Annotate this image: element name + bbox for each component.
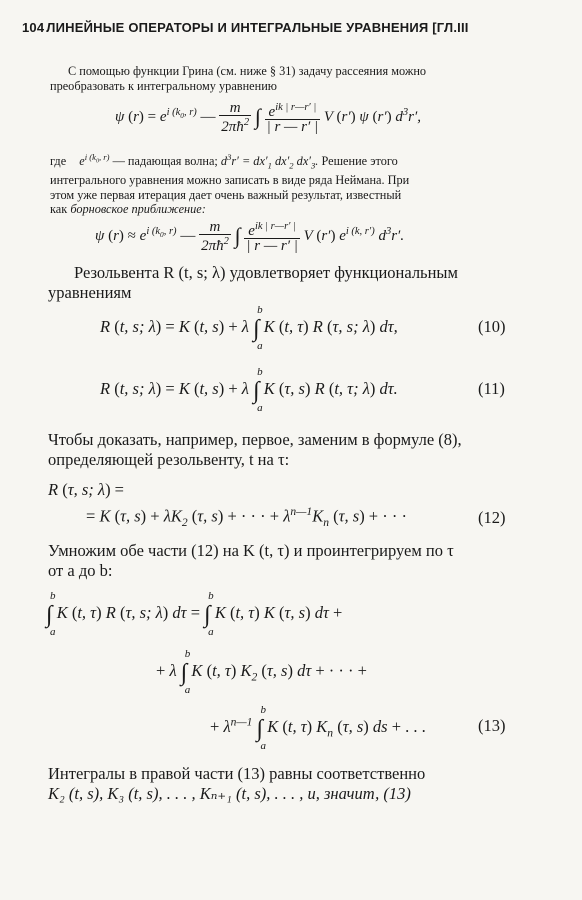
paragraph-resolvent (48, 263, 518, 303)
text-line: Чтобы доказать, например, первое, заменим в формуле (8), (48, 430, 462, 449)
text-fragment: как (50, 202, 68, 217)
running-title: ЛИНЕЙНЫЕ ОПЕРАТОРЫ И ИНТЕГРАЛЬНЫЕ УРАВНЕНИЯ [ГЛ.III (46, 20, 469, 35)
running-header (22, 20, 562, 35)
text-line: уравнениям (48, 283, 132, 302)
equation-number-12: (12) (478, 508, 506, 527)
text-line: Интегралы в правой части (13) равны соответственно (48, 764, 426, 783)
formula-13-line1: b ∫ a K (t, τ) R (τ, s; λ) dτ = b ∫ a K (t, τ) K (τ, s) dτ + (46, 590, 343, 638)
text-fragment: — падающая волна; (112, 154, 218, 169)
page-number: 104 (22, 20, 45, 35)
text-line: Умножим обе части (12) на K (t, τ) и проинтегрируем по τ (48, 541, 454, 560)
formula-born-approximation: ψ $(r) \approx e^{i (k_0, r)}$ — $\frac{m}{2\pi ħ^2}$ ∫ $\frac{e^{ik | r—r' |}}{| r — r' |}$ V (r′) $e^{i (k, r')}$ $d^3r'$. (95, 219, 405, 255)
formula-13-line3: + $\lambda^{n—1}$ b ∫ a K (t, τ) $K_n$ (τ, s) ds + . . . (210, 704, 426, 752)
term-born-approximation: борновское приближение: (70, 202, 206, 217)
equation-number-13: (13) (478, 716, 506, 735)
formula-10: R (t, s; λ) = K (t, s) + λ b ∫ a K (t, τ) R (τ, s; λ) dτ, (100, 304, 398, 352)
text-line: С помощью функции Грина (см. ниже § 31) задачу рассеяния можно (68, 64, 427, 78)
text-line: интегрального уравнения можно записать в виде ряда Неймана. При (50, 173, 410, 188)
text-line: определяющей резольвенту, t на τ: (48, 450, 290, 469)
text-line: от a до b: (48, 561, 113, 580)
text-fragment: где (50, 154, 67, 169)
paragraph-multiply (48, 541, 518, 581)
formula-13-line2: + λ b ∫ a K (t, τ) $K_2$ (τ, s) dτ + · · · + (156, 648, 367, 696)
paragraph-proof (48, 430, 518, 470)
text-line: этом уже первая итерация дает очень важный результат, известный (50, 187, 402, 202)
text-line: преобразовать к интегральному уравнению (50, 78, 277, 93)
formula-11: R (t, s; λ) = K (t, s) + λ b ∫ a K (τ, s) R (t, τ; λ) dτ. (100, 366, 398, 414)
text-line: K₂ (t, s), K₃ (t, s), . . . , Kₙ₊₁ (t, s), . . . , и, значит, (13) (48, 784, 411, 803)
paragraph-green-function (50, 64, 520, 93)
formula-scattering-integral-equation: ψ $(r) = e^{i (k_0, r)}$ — $\frac{m}{2\pi ħ^2}$ ∫ $\frac{e^{ik | r—r' |}}{| r — r' |}$ V (r′) ψ (r′) $d^3r'$, (115, 100, 421, 136)
formula-12-line1: R (τ, s; λ) = (48, 480, 124, 499)
text-line: Резольвента R (t, s; λ) удовлетворяет функциональным (74, 263, 458, 282)
paragraph-integrals-right-side (48, 764, 518, 804)
paragraph-neumann-series: где $e^{i (k_0, r)}$ — падающая волна; $d^3r' = dx'_1$ $dx'_2$ $dx'_3$. Решение этого интегрального уравнения можно записать в виде ряда Неймана. При этом уже первая итерация дает очень важный результат, известный как борновское приближение: (50, 150, 520, 217)
equation-number-10: (10) (478, 317, 506, 336)
equation-number-11: (11) (478, 379, 505, 398)
text-fragment: Решение этого (321, 154, 398, 169)
formula-12-line2: = K (τ, $s) + \lambda K_2$ (τ, s) + · · · + $\lambda^{n—1}K_n$ (τ, s) + · · · (86, 506, 407, 529)
